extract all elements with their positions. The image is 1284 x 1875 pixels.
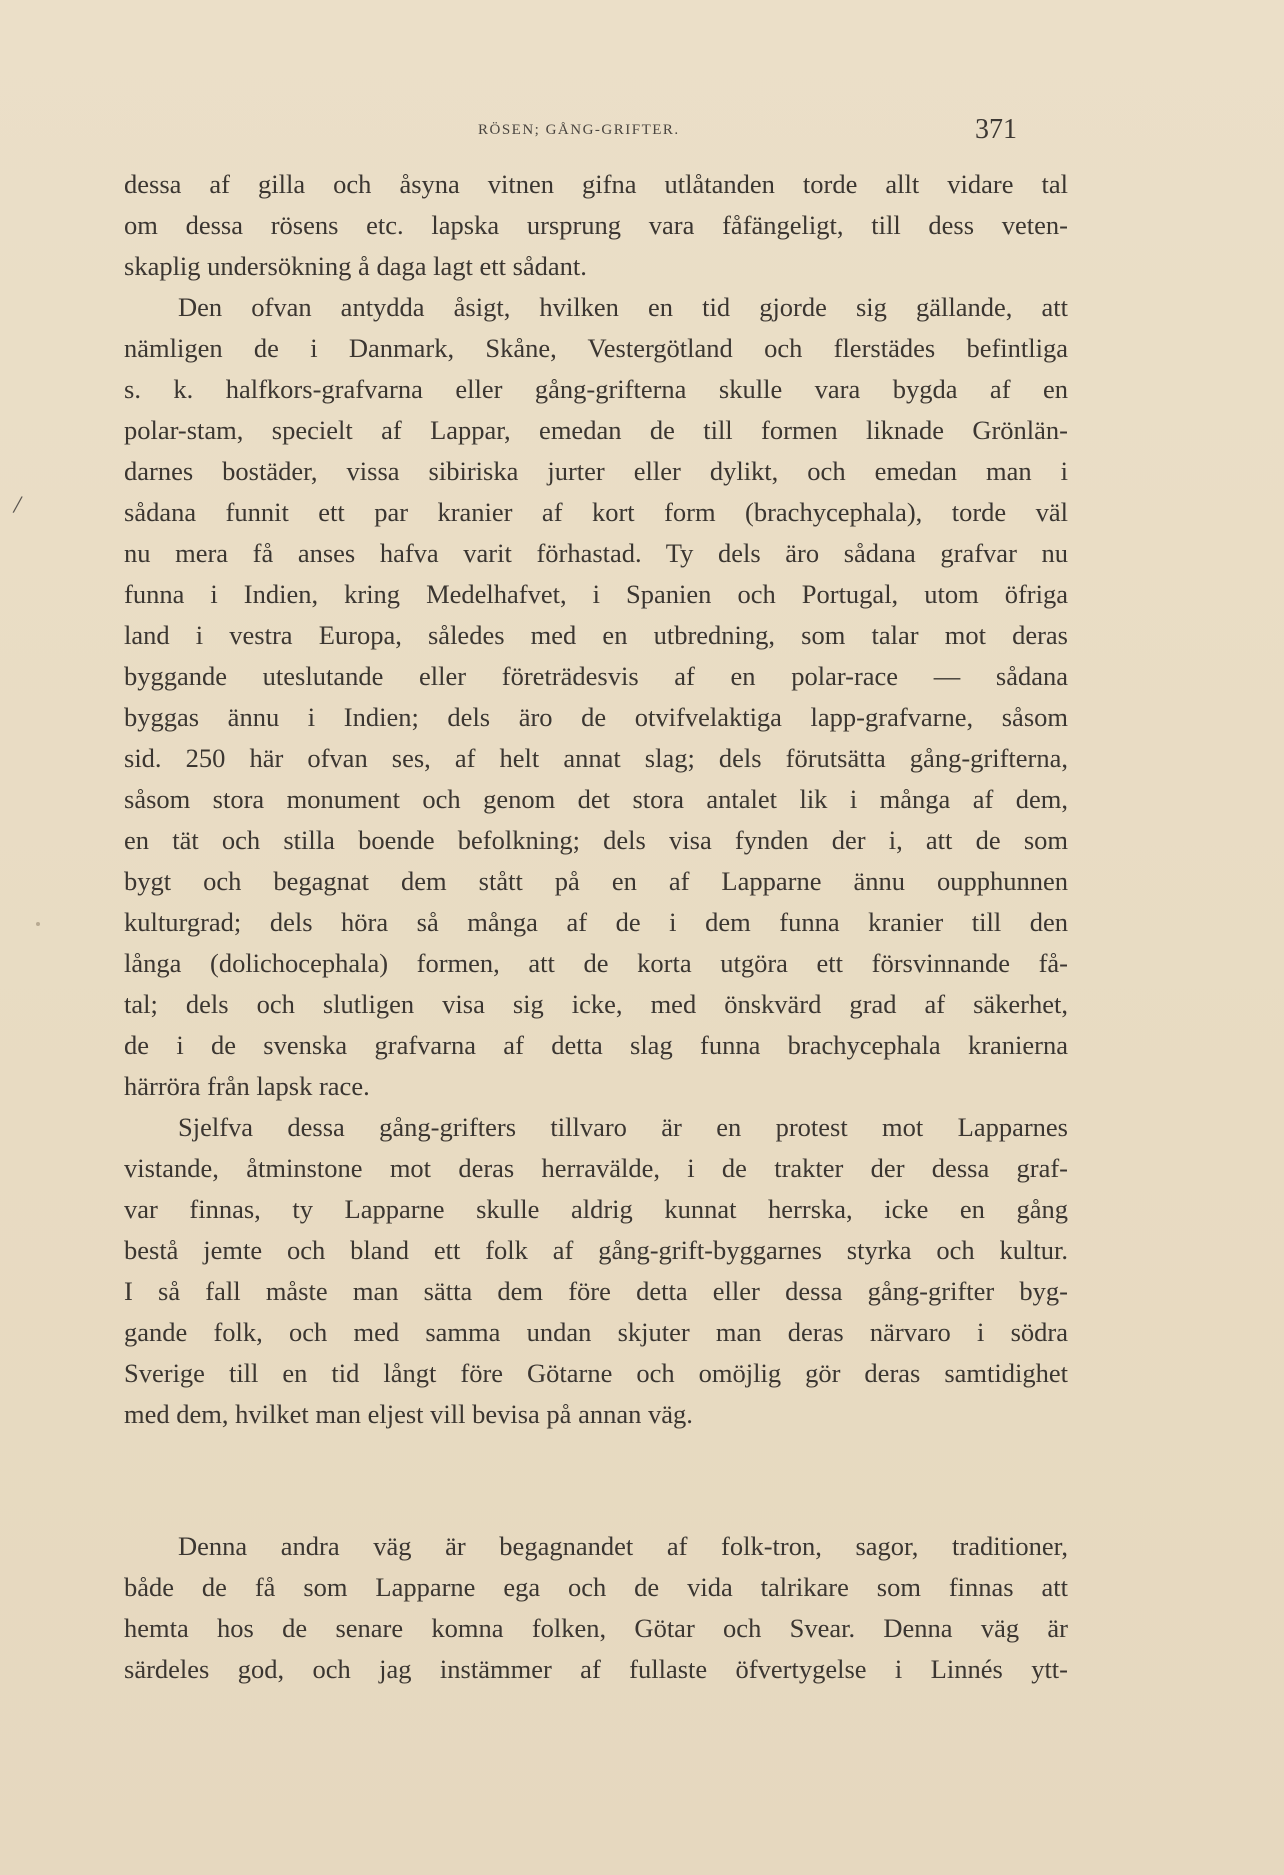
text-line: sid. 250 här ofvan ses, af helt annat slag; dels förutsätta gång-grifterna,: [124, 743, 1068, 773]
text-line: skaplig undersökning å daga lagt ett sådant.: [124, 251, 587, 281]
text-line: funna i Indien, kring Medelhafvet, i Spanien och Portugal, utom öfriga: [124, 579, 1068, 609]
text-line: darnes bostäder, vissa sibiriska jurter eller dylikt, och emedan man i: [124, 456, 1068, 486]
text-line: Sjelfva dessa gång-grifters tillvaro är en protest mot Lapparnes: [178, 1112, 1068, 1142]
text-line: tal; dels och slutligen visa sig icke, med önskvärd grad af säkerhet,: [124, 989, 1068, 1019]
text-line: vistande, åtminstone mot deras herravälde, i de trakter der dessa graf-: [124, 1153, 1068, 1183]
margin-pencil-mark: /: [11, 489, 24, 520]
text-line: med dem, hvilket man eljest vill bevisa på annan väg.: [124, 1399, 693, 1429]
text-line: dessa af gilla och åsyna vitnen gifna utlåtanden torde allt vidare tal: [124, 169, 1068, 199]
running-title: RÖSEN; GÅNG-GRIFTER.: [478, 122, 680, 138]
text-line: härröra från lapsk race.: [124, 1071, 370, 1101]
text-line: långa (dolichocephala) formen, att de korta utgöra ett försvinnande få-: [124, 948, 1068, 978]
text-line: I så fall måste man sätta dem före detta eller dessa gång-grifter byg-: [124, 1276, 1068, 1306]
text-line: bygt och begagnat dem stått på en af Lapparne ännu oupphunnen: [124, 866, 1068, 896]
text-line: bestå jemte och bland ett folk af gång-grift-byggarnes styrka och kultur.: [124, 1235, 1068, 1265]
text-line: sådana funnit ett par kranier af kort form (brachycephala), torde väl: [124, 497, 1068, 527]
text-line: Den ofvan antydda åsigt, hvilken en tid gjorde sig gällande, att: [178, 292, 1068, 322]
text-line: land i vestra Europa, således med en utbredning, som talar mot deras: [124, 620, 1068, 650]
text-line: nämligen de i Danmark, Skåne, Vestergötland och flerstädes befintliga: [124, 333, 1068, 363]
text-line: byggande uteslutande eller företrädesvis af en polar-race — sådana: [124, 661, 1068, 691]
text-line: en tät och stilla boende befolkning; dels visa fynden der i, att de som: [124, 825, 1068, 855]
text-line: särdeles god, och jag instämmer af fullaste öfvertygelse i Linnés ytt-: [124, 1654, 1068, 1684]
text-line: om dessa rösens etc. lapska ursprung vara fåfängeligt, till dess veten-: [124, 210, 1068, 240]
text-line: såsom stora monument och genom det stora antalet lik i många af dem,: [124, 784, 1068, 814]
text-line: Denna andra väg är begagnandet af folk-tron, sagor, traditioner,: [178, 1531, 1068, 1561]
text-line: byggas ännu i Indien; dels äro de otvifvelaktiga lapp-grafvarne, såsom: [124, 702, 1068, 732]
text-line: Sverige till en tid långt före Götarne och omöjlig gör deras samtidighet: [124, 1358, 1068, 1388]
text-line: de i de svenska grafvarna af detta slag funna brachycephala kranierna: [124, 1030, 1068, 1060]
text-line: nu mera få anses hafva varit förhastad. Ty dels äro sådana grafvar nu: [124, 538, 1068, 568]
text-line: polar-stam, specielt af Lappar, emedan de till formen liknade Grönlän-: [124, 415, 1068, 445]
page-number: 371: [975, 114, 1017, 145]
text-line: var finnas, ty Lapparne skulle aldrig kunnat herrska, icke en gång: [124, 1194, 1068, 1224]
text-line: kulturgrad; dels höra så många af de i dem funna kranier till den: [124, 907, 1068, 937]
text-line: hemta hos de senare komna folken, Götar och Svear. Denna väg är: [124, 1613, 1068, 1643]
text-line: både de få som Lapparne ega och de vida talrikare som finnas att: [124, 1572, 1068, 1602]
margin-dot: [36, 922, 40, 926]
text-line: gande folk, och med samma undan skjuter man deras närvaro i södra: [124, 1317, 1068, 1347]
text-line: s. k. halfkors-grafvarna eller gång-grifterna skulle vara bygda af en: [124, 374, 1068, 404]
